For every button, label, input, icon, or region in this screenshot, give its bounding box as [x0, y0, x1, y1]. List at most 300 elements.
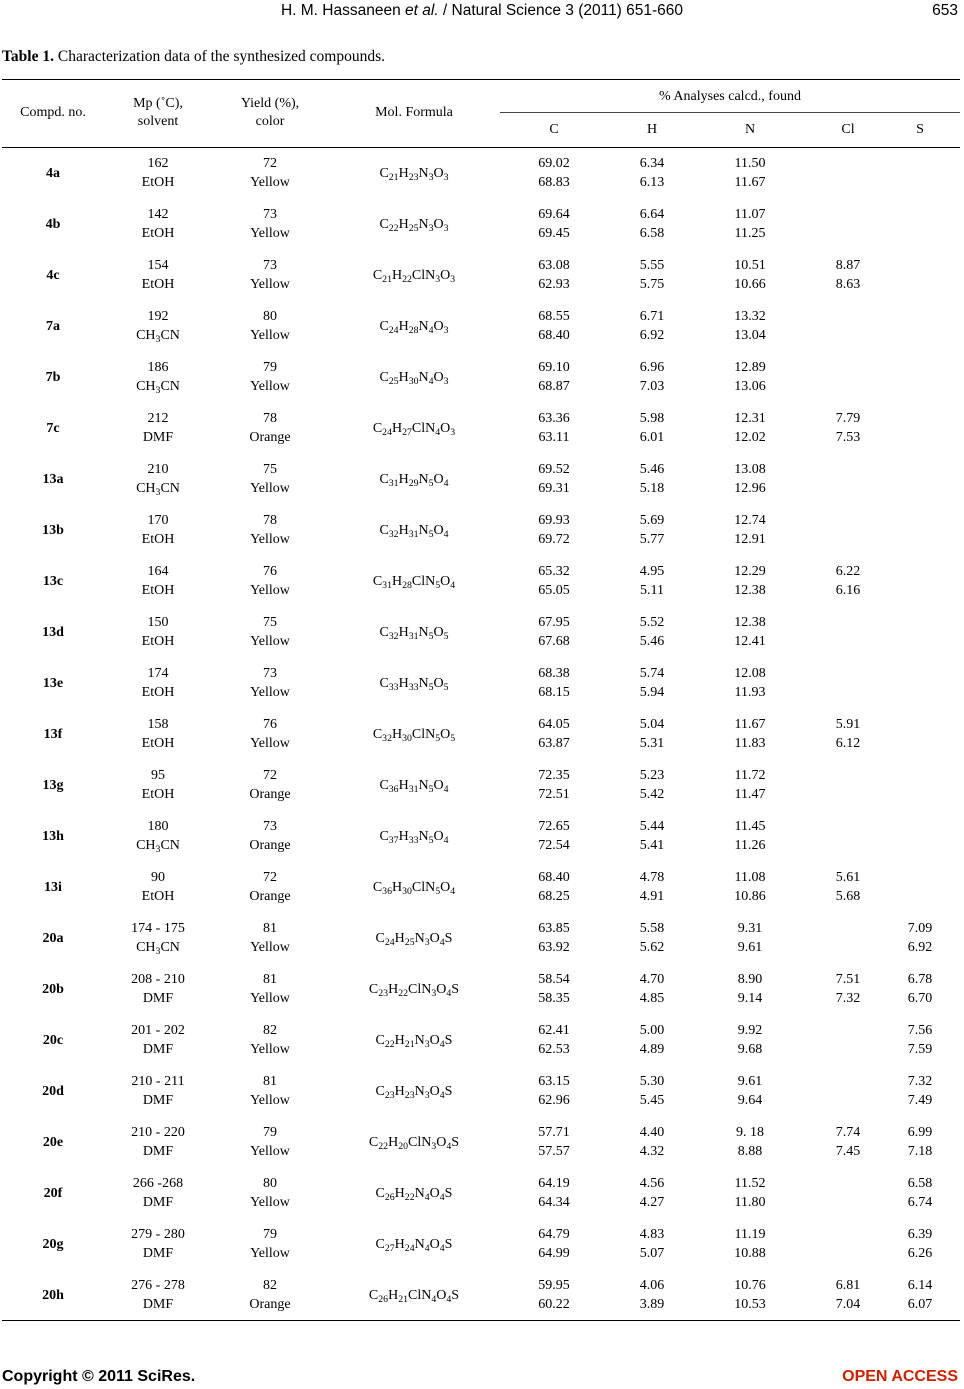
- yield-value: 79: [263, 1227, 277, 1242]
- analysis-n-calcd: 11.67: [734, 717, 766, 732]
- compound-color: Yellow: [250, 277, 290, 292]
- table-row: [0, 1276, 964, 1327]
- analysis-s-found: [892, 173, 948, 192]
- melting-point: 174 - 175: [131, 921, 185, 936]
- analysis-s-found: 6.74: [907, 1195, 933, 1210]
- table-row: [0, 1072, 964, 1123]
- analysis-h-calcd: 5.04: [639, 717, 665, 732]
- analysis-n: [696, 358, 804, 396]
- analysis-c-found: 68.40: [538, 328, 570, 343]
- analysis-cl-found: 6.12: [835, 736, 861, 751]
- molecular-formula: $C_{33}H_{33}N_5O_5$: [379, 676, 449, 693]
- compound-number: 13d: [42, 625, 64, 640]
- compound-number: 13c: [42, 574, 64, 589]
- analysis-s: [892, 613, 948, 651]
- analysis-s-found: [892, 734, 948, 753]
- analysis-s-found: [892, 377, 948, 396]
- analysis-cl-found: [804, 683, 892, 702]
- analysis-cl-found: [804, 1193, 892, 1212]
- compound-color: Yellow: [250, 532, 290, 547]
- analysis-s-found: 6.70: [907, 991, 933, 1006]
- compound-color: Yellow: [250, 991, 290, 1006]
- analysis-n-calcd: 12.89: [734, 360, 766, 375]
- analysis-cl: [804, 205, 892, 243]
- header-Cl: Cl: [841, 122, 855, 137]
- yield-color: [212, 868, 328, 906]
- analysis-s: [892, 1174, 948, 1212]
- analysis-n-found: 12.91: [734, 532, 766, 547]
- analysis-h-calcd: 4.40: [639, 1125, 665, 1140]
- header-yield-line2: color: [255, 114, 285, 129]
- footer-copyright: Copyright © 2011 SciRes.: [2, 1368, 196, 1385]
- analysis-s-found: [892, 530, 948, 549]
- table-row: [0, 409, 964, 460]
- compound-number: 20h: [42, 1288, 64, 1303]
- molecular-formula: $C_{25}H_{30}N_4O_3$: [379, 370, 449, 387]
- compound-color: Orange: [249, 838, 291, 853]
- analysis-c-found: 64.99: [538, 1246, 570, 1261]
- analysis-s-calcd: [892, 715, 948, 734]
- analysis-c-found: 68.25: [538, 889, 570, 904]
- analysis-h-found: 6.01: [639, 430, 665, 445]
- yield-value: 75: [263, 462, 277, 477]
- analysis-h: [608, 1174, 696, 1212]
- melting-point: 186: [147, 360, 169, 375]
- analysis-h-calcd: 6.71: [639, 309, 665, 324]
- analysis-s-found: 6.26: [907, 1246, 933, 1261]
- analysis-n: [696, 562, 804, 600]
- compound-color: Yellow: [250, 1093, 290, 1108]
- analysis-s: [892, 409, 948, 447]
- yield-color: [212, 1225, 328, 1263]
- compound-color: Orange: [249, 787, 291, 802]
- analysis-c-calcd: 68.55: [538, 309, 570, 324]
- analysis-s-calcd: 6.39: [907, 1227, 933, 1242]
- molecular-formula: $C_{32}H_{30}ClN_5O_5$: [372, 727, 456, 744]
- analysis-n-calcd: 12.29: [734, 564, 766, 579]
- analysis-h: [608, 817, 696, 855]
- analysis-h: [608, 205, 696, 243]
- analysis-h: [608, 511, 696, 549]
- analysis-s: [892, 358, 948, 396]
- analysis-c-calcd: 62.41: [538, 1023, 570, 1038]
- analysis-cl-calcd: 7.79: [835, 411, 861, 426]
- analysis-s-calcd: [892, 664, 948, 683]
- molecular-formula: $C_{22}H_{20}ClN_3O_4S$: [368, 1135, 460, 1152]
- analysis-n-found: 12.96: [734, 481, 766, 496]
- yield-color: [212, 460, 328, 498]
- analysis-c: [500, 715, 608, 753]
- analysis-cl-calcd: [804, 766, 892, 785]
- compound-color: Yellow: [250, 226, 290, 241]
- analysis-n: [696, 868, 804, 906]
- analysis-c: [500, 154, 608, 192]
- header-mp-line2: solvent: [137, 114, 179, 129]
- table-row: [0, 511, 964, 562]
- analysis-h-found: 6.92: [639, 328, 665, 343]
- analysis-s: [892, 256, 948, 294]
- compound-color: Yellow: [250, 379, 290, 394]
- page-number: 653: [932, 2, 958, 19]
- compound-number: 4b: [45, 217, 61, 232]
- analysis-n-found: 8.88: [737, 1144, 763, 1159]
- solvent: $CH_3CN$: [136, 481, 180, 498]
- compound-color: Yellow: [250, 736, 290, 751]
- analysis-c-found: 68.87: [538, 379, 570, 394]
- analysis-s-calcd: 6.99: [907, 1125, 933, 1140]
- melting-point: 266 -268: [132, 1176, 184, 1191]
- table-row: [0, 1225, 964, 1276]
- running-title: [0, 2, 964, 20]
- analysis-s-calcd: [892, 460, 948, 479]
- solvent: EtOH: [141, 175, 175, 190]
- analysis-cl-found: [804, 938, 892, 957]
- analysis-n-calcd: 11.50: [734, 156, 766, 171]
- analysis-cl-found: [804, 326, 892, 345]
- analysis-c-calcd: 63.36: [538, 411, 570, 426]
- analysis-h: [608, 409, 696, 447]
- analysis-h-calcd: 5.23: [639, 768, 665, 783]
- analysis-cl-calcd: 8.87: [835, 258, 861, 273]
- yield-color: [212, 1123, 328, 1161]
- yield-value: 73: [263, 258, 277, 273]
- analysis-h: [608, 256, 696, 294]
- analysis-s-found: [892, 683, 948, 702]
- molecular-formula: $C_{31}H_{28}ClN_5O_4$: [372, 574, 456, 591]
- analysis-c-found: 62.53: [538, 1042, 570, 1057]
- analysis-cl: [804, 613, 892, 651]
- analysis-c-found: 65.05: [538, 583, 570, 598]
- compound-number: 20c: [42, 1033, 64, 1048]
- analysis-s-calcd: [892, 256, 948, 275]
- yield-value: 73: [263, 819, 277, 834]
- analysis-h: [608, 919, 696, 957]
- table-row: [0, 919, 964, 970]
- header-compd-no: Compd. no.: [20, 105, 86, 120]
- analysis-n: [696, 154, 804, 192]
- melting-point-solvent: [104, 1123, 212, 1161]
- analysis-c: [500, 817, 608, 855]
- table-row: [0, 256, 964, 307]
- analysis-h-calcd: 4.70: [639, 972, 665, 987]
- analysis-s: [892, 205, 948, 243]
- analysis-n-found: 11.25: [734, 226, 766, 241]
- melting-point: 170: [147, 513, 169, 528]
- analysis-n-calcd: 11.07: [734, 207, 766, 222]
- analysis-c: [500, 613, 608, 651]
- analysis-c: [500, 919, 608, 957]
- analysis-n-found: 12.38: [734, 583, 766, 598]
- table-header-rule: [2, 147, 960, 148]
- analysis-cl: [804, 460, 892, 498]
- analysis-n-found: 9.61: [737, 940, 763, 955]
- table-caption-label: Table 1.: [2, 48, 54, 65]
- analysis-h-calcd: 5.46: [639, 462, 665, 477]
- analysis-h-calcd: 4.56: [639, 1176, 665, 1191]
- melting-point: 150: [147, 615, 169, 630]
- analysis-n-found: 9.68: [737, 1042, 763, 1057]
- yield-value: 76: [263, 564, 277, 579]
- table-row: [0, 562, 964, 613]
- compound-color: Orange: [249, 889, 291, 904]
- analysis-s: [892, 715, 948, 753]
- analysis-c: [500, 205, 608, 243]
- analysis-n-found: 13.04: [734, 328, 766, 343]
- yield-color: [212, 817, 328, 855]
- analysis-c-found: 62.96: [538, 1093, 570, 1108]
- analysis-cl-calcd: [804, 205, 892, 224]
- molecular-formula: $C_{26}H_{22}N_4O_4S$: [375, 1186, 453, 1203]
- analysis-c-calcd: 68.38: [538, 666, 570, 681]
- analysis-cl: [804, 1225, 892, 1263]
- analysis-h-found: 5.31: [639, 736, 665, 751]
- analysis-n: [696, 1072, 804, 1110]
- analysis-n-found: 10.88: [734, 1246, 766, 1261]
- compound-number: 20a: [42, 931, 64, 946]
- analysis-n-calcd: 10.76: [734, 1278, 766, 1293]
- analysis-h-calcd: 6.64: [639, 207, 665, 222]
- header-mp: [104, 95, 212, 131]
- analysis-c-calcd: 64.05: [538, 717, 570, 732]
- analysis-cl-calcd: [804, 511, 892, 530]
- analysis-n-found: 11.83: [734, 736, 766, 751]
- table-row: [0, 664, 964, 715]
- analysis-cl-found: [804, 785, 892, 804]
- analysis-c-calcd: 58.54: [538, 972, 570, 987]
- analysis-cl-calcd: [804, 1174, 892, 1193]
- analysis-cl: [804, 256, 892, 294]
- compound-color: Yellow: [250, 328, 290, 343]
- analysis-s: [892, 154, 948, 192]
- analysis-h-calcd: 5.74: [639, 666, 665, 681]
- analysis-c-found: 60.22: [538, 1297, 570, 1312]
- analysis-c-calcd: 72.65: [538, 819, 570, 834]
- compound-color: Yellow: [250, 1195, 290, 1210]
- analysis-h: [608, 868, 696, 906]
- compound-number: 13g: [42, 778, 64, 793]
- molecular-formula: $C_{22}H_{25}N_3O_3$: [379, 217, 449, 234]
- compound-number: 7c: [46, 421, 60, 436]
- solvent: EtOH: [141, 634, 175, 649]
- analysis-cl: [804, 868, 892, 906]
- solvent: EtOH: [141, 532, 175, 547]
- compound-color: Orange: [249, 430, 291, 445]
- yield-value: 75: [263, 615, 277, 630]
- analysis-c-found: 68.83: [538, 175, 570, 190]
- yield-color: [212, 358, 328, 396]
- melting-point: 210 - 220: [131, 1125, 185, 1140]
- analysis-h-found: 5.18: [639, 481, 665, 496]
- analysis-c-calcd: 72.35: [538, 768, 570, 783]
- analysis-cl-calcd: [804, 307, 892, 326]
- analysis-c: [500, 358, 608, 396]
- running-title-authors: H. M. Hassaneen: [280, 2, 406, 19]
- analysis-cl: [804, 358, 892, 396]
- analysis-h: [608, 1123, 696, 1161]
- yield-color: [212, 307, 328, 345]
- analysis-s-found: [892, 275, 948, 294]
- analysis-c-found: 69.72: [538, 532, 570, 547]
- molecular-formula: $C_{23}H_{22}ClN_3O_4S$: [368, 982, 460, 999]
- analysis-c-found: 67.68: [538, 634, 570, 649]
- analysis-h: [608, 1021, 696, 1059]
- analysis-cl: [804, 511, 892, 549]
- analysis-s-calcd: 6.78: [907, 972, 933, 987]
- analysis-c-calcd: 63.15: [538, 1074, 570, 1089]
- analysis-h-calcd: 5.69: [639, 513, 665, 528]
- analysis-h-calcd: 6.96: [639, 360, 665, 375]
- analysis-s: [892, 307, 948, 345]
- molecular-formula: $C_{21}H_{22}ClN_3O_3$: [372, 268, 456, 285]
- table-row: [0, 205, 964, 256]
- analysis-s-found: [892, 632, 948, 651]
- analysis-s-calcd: [892, 511, 948, 530]
- compound-number: 13h: [42, 829, 64, 844]
- yield-value: 80: [263, 1176, 277, 1191]
- yield-color: [212, 766, 328, 804]
- melting-point-solvent: [104, 460, 212, 498]
- analysis-h: [608, 307, 696, 345]
- analysis-cl: [804, 664, 892, 702]
- analysis-s-found: [892, 224, 948, 243]
- yield-color: [212, 715, 328, 753]
- analysis-n-calcd: 8.90: [737, 972, 763, 987]
- analysis-cl-found: 7.04: [835, 1297, 861, 1312]
- analysis-cl: [804, 715, 892, 753]
- analysis-n-found: 13.06: [734, 379, 766, 394]
- yield-value: 78: [263, 411, 277, 426]
- analysis-s: [892, 1123, 948, 1161]
- melting-point: 201 - 202: [131, 1023, 185, 1038]
- melting-point: 279 - 280: [131, 1227, 185, 1242]
- compound-number: 13i: [44, 880, 62, 895]
- analysis-c-found: 72.54: [538, 838, 570, 853]
- analysis-n: [696, 919, 804, 957]
- analysis-cl: [804, 1021, 892, 1059]
- analysis-s: [892, 1276, 948, 1314]
- melting-point-solvent: [104, 1276, 212, 1314]
- analysis-n: [696, 1225, 804, 1263]
- analysis-h-calcd: 5.00: [639, 1023, 665, 1038]
- analysis-s-calcd: 7.09: [907, 921, 933, 936]
- analysis-h: [608, 1276, 696, 1314]
- analysis-c-calcd: 69.52: [538, 462, 570, 477]
- yield-value: 81: [263, 921, 277, 936]
- analysis-n-found: 12.41: [734, 634, 766, 649]
- solvent: EtOH: [141, 685, 175, 700]
- analysis-n-found: 12.02: [734, 430, 766, 445]
- compound-number: 20d: [42, 1084, 64, 1099]
- molecular-formula: $C_{24}H_{27}ClN_4O_3$: [372, 421, 456, 438]
- solvent: EtOH: [141, 889, 175, 904]
- analysis-n: [696, 256, 804, 294]
- melting-point: 162: [147, 156, 169, 171]
- solvent: DMF: [142, 991, 174, 1006]
- analysis-h-calcd: 5.44: [639, 819, 665, 834]
- header-analyses: % Analyses calcd., found: [659, 89, 801, 104]
- melting-point: 142: [147, 207, 169, 222]
- analysis-s: [892, 1072, 948, 1110]
- solvent: EtOH: [141, 583, 175, 598]
- yield-value: 82: [263, 1023, 277, 1038]
- table-row: [0, 715, 964, 766]
- melting-point: 174: [147, 666, 169, 681]
- solvent: $CH_3CN$: [136, 838, 180, 855]
- yield-color: [212, 511, 328, 549]
- analysis-c-found: 63.11: [538, 430, 570, 445]
- analysis-n: [696, 1123, 804, 1161]
- compound-color: Yellow: [250, 940, 290, 955]
- analysis-h-calcd: 5.58: [639, 921, 665, 936]
- analysis-h: [608, 970, 696, 1008]
- melting-point: 276 - 278: [131, 1278, 185, 1293]
- molecular-formula: $C_{23}H_{23}N_3O_4S$: [375, 1084, 453, 1101]
- analysis-c-found: 63.87: [538, 736, 570, 751]
- analysis-c-found: 69.45: [538, 226, 570, 241]
- analysis-c: [500, 664, 608, 702]
- analysis-cl-calcd: 5.61: [835, 870, 861, 885]
- header-C: C: [549, 122, 559, 137]
- analysis-s-found: 7.18: [907, 1144, 933, 1159]
- molecular-formula: $C_{21}H_{23}N_3O_3$: [379, 166, 449, 183]
- analysis-s-calcd: [892, 358, 948, 377]
- melting-point: 180: [147, 819, 169, 834]
- melting-point-solvent: [104, 307, 212, 345]
- compound-color: Yellow: [250, 175, 290, 190]
- compound-number: 13e: [42, 676, 64, 691]
- analysis-n-found: 11.47: [734, 787, 766, 802]
- analysis-cl-calcd: [804, 817, 892, 836]
- yield-value: 79: [263, 360, 277, 375]
- table-row: [0, 766, 964, 817]
- analysis-n: [696, 817, 804, 855]
- analysis-n-calcd: 9. 18: [736, 1125, 764, 1140]
- solvent: EtOH: [141, 277, 175, 292]
- solvent: $CH_3CN$: [136, 328, 180, 345]
- analysis-c-found: 62.93: [538, 277, 570, 292]
- analysis-n-calcd: 11.72: [734, 768, 766, 783]
- analysis-s: [892, 766, 948, 804]
- compound-color: Yellow: [250, 583, 290, 598]
- analysis-h-calcd: 5.55: [639, 258, 665, 273]
- analysis-n-found: 9.64: [737, 1093, 763, 1108]
- analysis-cl-calcd: 7.51: [835, 972, 861, 987]
- molecular-formula: $C_{22}H_{21}N_3O_4S$: [375, 1033, 453, 1050]
- yield-color: [212, 613, 328, 651]
- footer-open-access: OPEN ACCESS: [842, 1368, 958, 1385]
- analysis-h-calcd: 5.98: [639, 411, 665, 426]
- analysis-s-calcd: [892, 307, 948, 326]
- analysis-cl-calcd: 6.22: [835, 564, 861, 579]
- analysis-n-calcd: 12.38: [734, 615, 766, 630]
- analysis-c: [500, 256, 608, 294]
- analysis-cl-found: [804, 224, 892, 243]
- analysis-cl-found: [804, 377, 892, 396]
- analysis-s-calcd: [892, 613, 948, 632]
- analysis-c: [500, 970, 608, 1008]
- analysis-n-found: 11.80: [734, 1195, 766, 1210]
- analysis-cl: [804, 766, 892, 804]
- analysis-c: [500, 1021, 608, 1059]
- analysis-n-calcd: 11.19: [734, 1227, 766, 1242]
- analysis-cl-found: [804, 632, 892, 651]
- analysis-s-calcd: 6.58: [907, 1176, 933, 1191]
- melting-point-solvent: [104, 562, 212, 600]
- melting-point: 90: [151, 870, 165, 885]
- compound-number: 20f: [43, 1186, 63, 1201]
- analysis-n-calcd: 13.32: [734, 309, 766, 324]
- analysis-c: [500, 1123, 608, 1161]
